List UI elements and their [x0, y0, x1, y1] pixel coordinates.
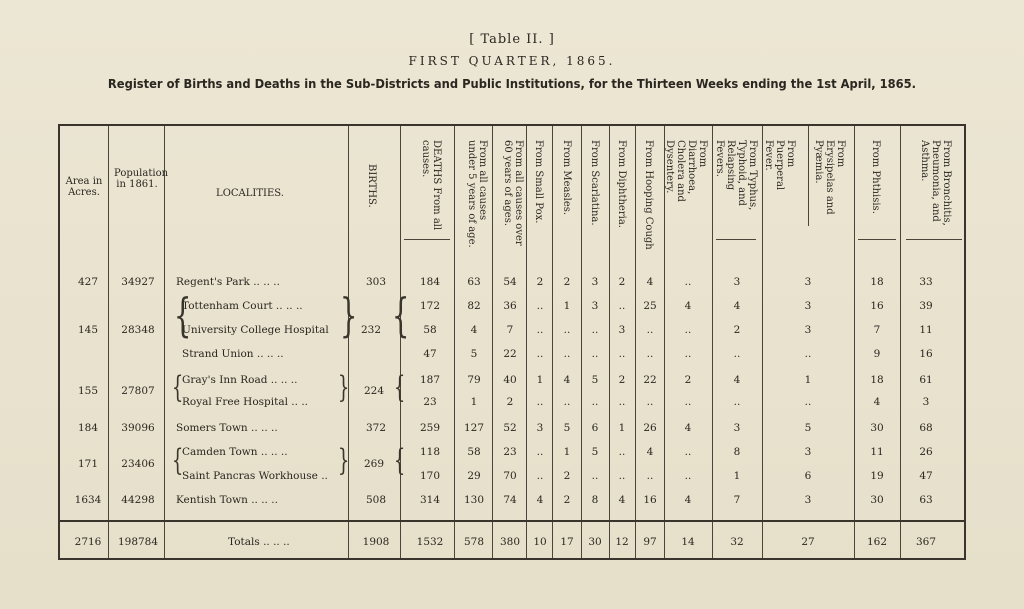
cell-hc: 4: [646, 276, 654, 288]
header-deaths: DEATHS From all causes.: [420, 140, 442, 231]
cell-me: 2: [563, 494, 571, 506]
brace-right-group3: }: [337, 443, 350, 478]
cell-ty: 8: [733, 446, 741, 458]
header-hooping-cough: From Hooping Cough: [643, 140, 654, 250]
cell-sc: 5: [591, 374, 599, 386]
cell-pop: 28348: [121, 324, 155, 336]
register-table: [58, 124, 966, 560]
cell-me: 2: [563, 276, 571, 288]
cell-o60: 74: [503, 494, 517, 506]
cell-ty: ..: [733, 396, 741, 408]
cell-me: 1: [563, 446, 571, 458]
cell-sp: 1: [536, 374, 544, 386]
column-rule: [454, 126, 455, 558]
cell-ph: 18: [870, 276, 884, 288]
cell-o60: 36: [503, 300, 517, 312]
table-label: [ Table II. ]: [469, 32, 555, 47]
table-description: Register of Births and Deaths in the Sub-Districts and Public Institutions, for the Thirteen Weeks ending the 1st April, 1865.: [107, 76, 917, 91]
header-measles: From Measles.: [561, 140, 572, 216]
cell-o60: 23: [503, 446, 517, 458]
column-rule: [552, 126, 553, 558]
total-deaths: 1532: [416, 536, 444, 548]
cell-ty: 3: [733, 276, 741, 288]
total-dia: 14: [681, 536, 695, 548]
cell-di: ..: [618, 470, 626, 482]
total-births: 1908: [362, 536, 390, 548]
cell-area: 171: [77, 458, 99, 470]
cell-pe: 3: [804, 494, 812, 506]
cell-sc: 5: [591, 446, 599, 458]
cell-sc: 3: [591, 300, 599, 312]
cell-me: 5: [563, 422, 571, 434]
cell-me: 4: [563, 374, 571, 386]
cell-pop: 23406: [121, 458, 155, 470]
header-diarrhoea: From Diarrhoea, Cholera and Dysentery.: [664, 140, 708, 202]
cell-br: 3: [922, 396, 930, 408]
header-births: BIRTHS.: [366, 164, 377, 208]
cell-ty: 3: [733, 422, 741, 434]
cell-births: 269: [363, 458, 385, 470]
brace-births-group2: {: [393, 370, 406, 405]
column-rule: [492, 126, 493, 558]
cell-me: ..: [563, 348, 571, 360]
cell-di: 2: [618, 276, 626, 288]
cell-hc: ..: [646, 324, 654, 336]
cell-u5: 4: [470, 324, 478, 336]
cell-u5: 79: [467, 374, 481, 386]
cell-br: 68: [919, 422, 933, 434]
cell-ty: 7: [733, 494, 741, 506]
cell-deaths: 187: [419, 374, 441, 386]
column-rule: [762, 126, 763, 558]
cell-pop: 44298: [121, 494, 155, 506]
total-label: Totals .. .. ..: [228, 536, 290, 548]
cell-pe: 6: [804, 470, 812, 482]
cell-me: 2: [563, 470, 571, 482]
cell-sp: ..: [536, 300, 544, 312]
cell-locality: Kentish Town .. .. ..: [176, 494, 278, 506]
cell-u5: 29: [467, 470, 481, 482]
cell-di: ..: [618, 300, 626, 312]
cell-u5: 63: [467, 276, 481, 288]
cell-di: ..: [618, 396, 626, 408]
cell-u5: 1: [470, 396, 478, 408]
cell-o60: 54: [503, 276, 517, 288]
cell-di: ..: [618, 446, 626, 458]
cell-locality: University College Hospital: [182, 324, 329, 336]
cell-births: 372: [365, 422, 387, 434]
cell-dia: ..: [684, 396, 692, 408]
cell-hc: 25: [643, 300, 657, 312]
brace-left-group3: {: [171, 443, 184, 478]
header-underline: [404, 239, 450, 240]
cell-u5: 130: [463, 494, 485, 506]
cell-sp: 2: [536, 276, 544, 288]
cell-u5: 82: [467, 300, 481, 312]
cell-dia: ..: [684, 470, 692, 482]
cell-area: 427: [77, 276, 99, 288]
cell-deaths: 170: [419, 470, 441, 482]
header-smallpox: From Small Pox.: [533, 140, 544, 224]
cell-ph: 30: [870, 422, 884, 434]
cell-dia: ..: [684, 348, 692, 360]
quarter-title: FIRST QUARTER, 1865.: [408, 54, 616, 68]
cell-pop: 39096: [121, 422, 155, 434]
column-rule: [609, 126, 610, 558]
header-population: Population in 1861.: [114, 168, 169, 190]
cell-br: 61: [919, 374, 933, 386]
column-rule: [108, 126, 109, 558]
cell-me: 1: [563, 300, 571, 312]
cell-o60: 2: [506, 396, 514, 408]
header-erysipelas: From Erysipelas and Pyæmia.: [813, 140, 846, 215]
header-scarlatina: From Scarlatina.: [589, 140, 600, 226]
header-bronchitis: From Bronchitis, Pneumonia, and Asthma.: [919, 140, 952, 226]
cell-br: 11: [919, 324, 933, 336]
total-u5: 578: [463, 536, 485, 548]
cell-sc: ..: [591, 348, 599, 360]
cell-o60: 52: [503, 422, 517, 434]
cell-area: 145: [77, 324, 99, 336]
cell-locality: Saint Pancras Workhouse ..: [182, 470, 328, 482]
cell-di: ..: [618, 348, 626, 360]
cell-sp: ..: [536, 396, 544, 408]
cell-hc: ..: [646, 396, 654, 408]
cell-dia: 4: [684, 300, 692, 312]
cell-u5: 58: [467, 446, 481, 458]
header-puerperal: From Puerperal Fever.: [763, 140, 796, 191]
header-area: Area in Acres.: [65, 176, 103, 198]
cell-ph: 18: [870, 374, 884, 386]
column-rule: [712, 126, 713, 558]
cell-ph: 9: [873, 348, 881, 360]
cell-deaths: 118: [419, 446, 441, 458]
total-sc: 30: [588, 536, 602, 548]
cell-me: ..: [563, 396, 571, 408]
cell-br: 16: [919, 348, 933, 360]
cell-deaths: 259: [419, 422, 441, 434]
cell-ph: 11: [870, 446, 884, 458]
cell-ph: 19: [870, 470, 884, 482]
cell-dia: 4: [684, 422, 692, 434]
cell-sc: ..: [591, 324, 599, 336]
cell-deaths: 58: [423, 324, 437, 336]
total-br: 367: [915, 536, 937, 548]
cell-hc: 4: [646, 446, 654, 458]
cell-locality: Somers Town .. .. ..: [176, 422, 278, 434]
cell-pe: ..: [804, 396, 812, 408]
cell-pe: 3: [804, 276, 812, 288]
cell-di: 4: [618, 494, 626, 506]
header-diphtheria: From Diphtheria.: [616, 140, 627, 228]
cell-sp: ..: [536, 324, 544, 336]
cell-me: ..: [563, 324, 571, 336]
cell-hc: ..: [646, 348, 654, 360]
brace-births-group1: {: [391, 288, 410, 342]
header-over60: From all causes over 60 years of ages.: [502, 140, 524, 246]
cell-sp: 3: [536, 422, 544, 434]
cell-deaths: 172: [419, 300, 441, 312]
cell-br: 47: [919, 470, 933, 482]
cell-br: 33: [919, 276, 933, 288]
total-pop: 198784: [117, 536, 159, 548]
cell-area: 155: [77, 385, 99, 397]
column-rule: [900, 126, 901, 558]
header-under5: From all causes under 5 years of age.: [466, 140, 488, 248]
cell-ph: 7: [873, 324, 881, 336]
cell-dia: 2: [684, 374, 692, 386]
cell-sc: 8: [591, 494, 599, 506]
cell-ty: ..: [733, 348, 741, 360]
cell-pe: 3: [804, 446, 812, 458]
total-ty: 32: [730, 536, 744, 548]
cell-area: 184: [77, 422, 99, 434]
brace-right-group2: }: [337, 370, 350, 405]
cell-dia: ..: [684, 324, 692, 336]
header-underline: [858, 239, 896, 240]
cell-di: 1: [618, 422, 626, 434]
cell-hc: 16: [643, 494, 657, 506]
cell-births: 508: [365, 494, 387, 506]
column-rule: [854, 126, 855, 558]
cell-di: 2: [618, 374, 626, 386]
total-ph: 162: [866, 536, 888, 548]
column-rule: [400, 126, 401, 558]
column-rule: [526, 126, 527, 558]
cell-sp: ..: [536, 446, 544, 458]
cell-pe: 5: [804, 422, 812, 434]
cell-ph: 30: [870, 494, 884, 506]
total-pe: 27: [801, 536, 815, 548]
header-underline: [906, 239, 962, 240]
cell-dia: ..: [684, 276, 692, 288]
brace-right-group1: }: [339, 288, 358, 342]
cell-locality: Camden Town .. .. ..: [182, 446, 288, 458]
cell-pop: 27807: [121, 385, 155, 397]
cell-locality: Regent's Park .. .. ..: [176, 276, 280, 288]
cell-hc: 26: [643, 422, 657, 434]
cell-pe: 3: [804, 300, 812, 312]
cell-ty: 1: [733, 470, 741, 482]
cell-deaths: 23: [423, 396, 437, 408]
total-di: 12: [615, 536, 629, 548]
header-typhus: From Typhus, Typhoid, and Relapsing Fevers.: [714, 140, 758, 211]
cell-o60: 7: [506, 324, 514, 336]
cell-pe: 3: [804, 324, 812, 336]
total-area: 2716: [74, 536, 102, 548]
cell-deaths: 47: [423, 348, 437, 360]
cell-locality: Gray's Inn Road .. .. ..: [182, 374, 298, 386]
cell-sp: ..: [536, 470, 544, 482]
cell-dia: ..: [684, 446, 692, 458]
total-me: 17: [560, 536, 574, 548]
cell-u5: 127: [463, 422, 485, 434]
cell-u5: 5: [470, 348, 478, 360]
total-o60: 380: [499, 536, 521, 548]
cell-pop: 34927: [121, 276, 155, 288]
cell-br: 39: [919, 300, 933, 312]
total-sp: 10: [533, 536, 547, 548]
header-underline: [716, 239, 756, 240]
cell-o60: 40: [503, 374, 517, 386]
total-hc: 97: [643, 536, 657, 548]
cell-o60: 22: [503, 348, 517, 360]
cell-ph: 4: [873, 396, 881, 408]
brace-left-group1: {: [173, 288, 192, 342]
cell-ty: 2: [733, 324, 741, 336]
cell-br: 26: [919, 446, 933, 458]
header-phthisis: From Phthisis.: [870, 140, 881, 214]
cell-locality: Royal Free Hospital .. ..: [182, 396, 308, 408]
cell-sp: ..: [536, 348, 544, 360]
cell-sp: 4: [536, 494, 544, 506]
totals-rule: [60, 520, 964, 522]
cell-sc: 3: [591, 276, 599, 288]
cell-hc: ..: [646, 470, 654, 482]
cell-ty: 4: [733, 300, 741, 312]
header-localities: LOCALITIES.: [216, 188, 284, 199]
column-rule: [808, 126, 809, 226]
brace-left-group2: {: [171, 370, 184, 405]
cell-sc: ..: [591, 470, 599, 482]
cell-deaths: 314: [419, 494, 441, 506]
cell-pe: ..: [804, 348, 812, 360]
cell-pe: 1: [804, 374, 812, 386]
cell-deaths: 184: [419, 276, 441, 288]
cell-locality: Tottenham Court .. .. ..: [182, 300, 303, 312]
brace-births-group3: {: [393, 443, 406, 478]
column-rule: [635, 126, 636, 558]
cell-births: 224: [363, 385, 385, 397]
cell-o60: 70: [503, 470, 517, 482]
column-rule: [164, 126, 165, 558]
cell-ph: 16: [870, 300, 884, 312]
cell-dia: 4: [684, 494, 692, 506]
cell-area: 1634: [74, 494, 102, 506]
cell-sc: 6: [591, 422, 599, 434]
column-rule: [581, 126, 582, 558]
cell-births: 303: [365, 276, 387, 288]
cell-births: 232: [360, 324, 382, 336]
cell-hc: 22: [643, 374, 657, 386]
column-rule: [348, 126, 349, 558]
cell-locality: Strand Union .. .. ..: [182, 348, 284, 360]
cell-ty: 4: [733, 374, 741, 386]
cell-sc: ..: [591, 396, 599, 408]
cell-di: 3: [618, 324, 626, 336]
cell-br: 63: [919, 494, 933, 506]
